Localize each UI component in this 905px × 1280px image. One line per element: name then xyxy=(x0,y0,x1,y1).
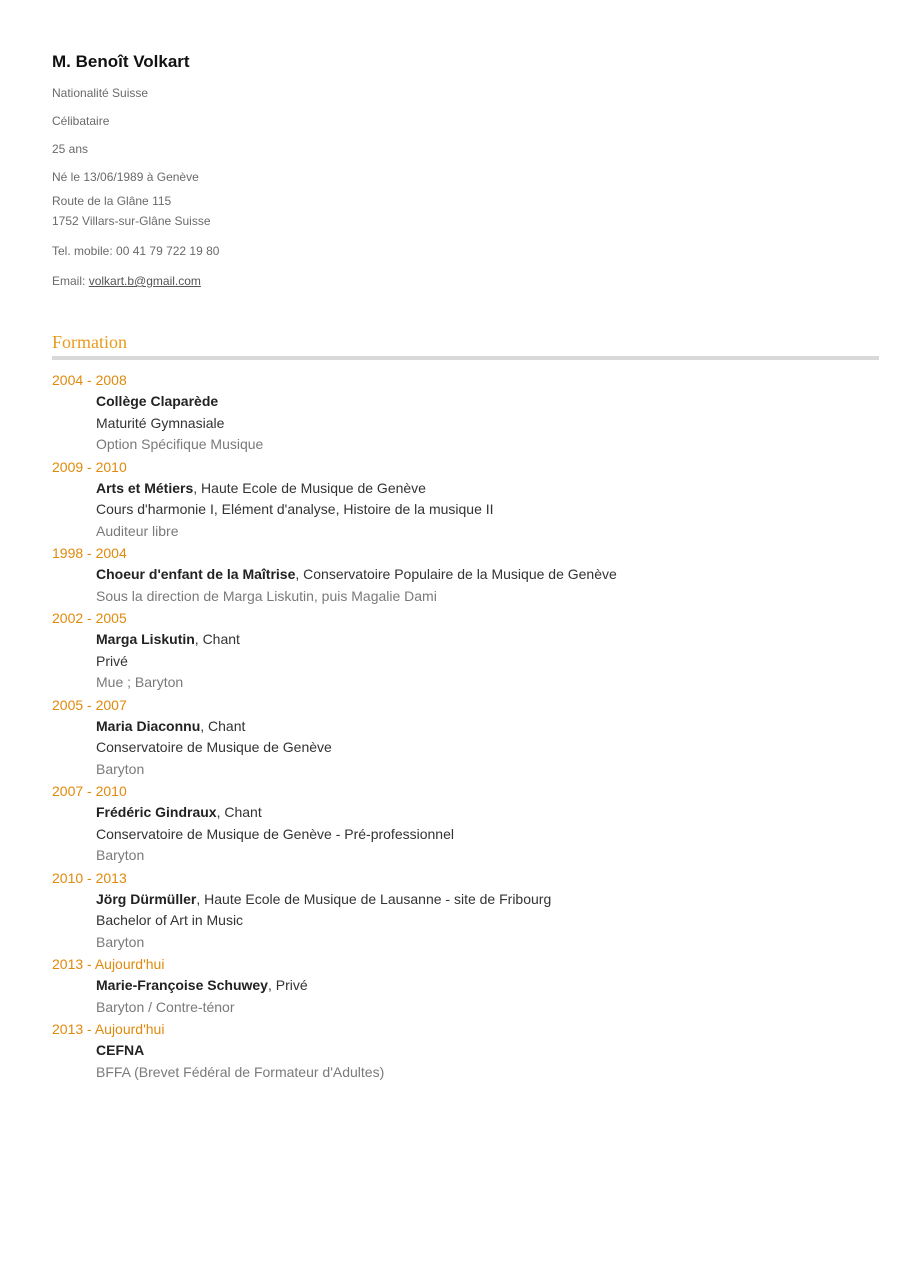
entry-detail: Conservatoire de Musique de Genève xyxy=(96,739,332,755)
entry-date: 2002 - 2005 xyxy=(52,610,127,626)
entry-institution xyxy=(96,391,882,413)
formation-entry xyxy=(52,607,882,694)
entry-institution xyxy=(96,716,882,738)
entry-institution-detail: , Chant xyxy=(216,804,262,820)
entry-note: Baryton xyxy=(96,933,145,950)
entry-detail: Conservatoire de Musique de Genève - Pré-professionnel xyxy=(96,825,454,842)
age: 25 ans xyxy=(52,142,89,156)
entry-date: 2013 - Aujourd'hui xyxy=(52,1021,165,1037)
address-line-1: Route de la Glâne 115 xyxy=(52,194,172,208)
entry-institution xyxy=(96,564,882,586)
nationality: Nationalité Suisse xyxy=(52,86,149,100)
formation-entry xyxy=(52,1018,882,1083)
entry-institution-name: Maria Diaconnu xyxy=(96,717,201,734)
entry-institution-name: Collège Claparède xyxy=(96,393,219,409)
entry-date: 2007 - 2010 xyxy=(52,783,127,799)
entry-note: Mue ; Baryton xyxy=(96,674,184,690)
formation-entry xyxy=(52,456,882,543)
section-divider xyxy=(52,356,879,360)
entry-institution xyxy=(96,802,882,824)
address-line-2: 1752 Villars-sur-Glâne Suisse xyxy=(52,214,211,228)
entry-note: Baryton xyxy=(96,847,145,863)
entry-institution xyxy=(96,478,882,500)
entry-note: Sous la direction de Marga Liskutin, puis Magalie Dami xyxy=(96,587,437,604)
formation-entry xyxy=(52,369,882,456)
entry-institution-name: Choeur d'enfant de la Maîtrise xyxy=(96,566,296,582)
entry-note: BFFA (Brevet Fédéral de Formateur d'Adultes) xyxy=(96,1063,385,1080)
marital-status: Célibataire xyxy=(52,114,110,128)
entry-institution-name: Jörg Dürmüller xyxy=(96,890,197,907)
entry-institution-name: Frédéric Gindraux xyxy=(96,804,217,820)
birth-info: Né le 13/06/1989 à Genève xyxy=(52,170,199,184)
entry-institution xyxy=(96,975,882,997)
entry-institution xyxy=(96,1040,882,1062)
entry-institution-name: Arts et Métiers xyxy=(96,479,194,496)
entry-institution-name: CEFNA xyxy=(96,1042,145,1058)
email-label: Email: xyxy=(52,274,89,288)
entry-date: 2005 - 2007 xyxy=(52,696,127,713)
entry-institution-detail: , Haute Ecole de Musique de Genève xyxy=(193,479,426,496)
entry-note: Baryton / Contre-ténor xyxy=(96,998,235,1015)
entry-detail: Privé xyxy=(96,652,128,669)
entry-institution xyxy=(96,889,882,911)
entry-note: Option Spécifique Musique xyxy=(96,436,264,452)
email-link[interactable]: volkart.b@gmail.com xyxy=(88,274,201,288)
entry-detail: Cours d'harmonie I, Elément d'analyse, Histoire de la musique II xyxy=(96,501,494,517)
entry-institution-detail: , Privé xyxy=(267,977,308,993)
entry-date: 2013 - Aujourd'hui xyxy=(52,956,165,972)
entry-date: 2010 - 2013 xyxy=(52,869,127,886)
formation-entry xyxy=(52,953,882,1018)
entry-institution-detail: , Haute Ecole de Musique de Lausanne - site de Fribourg xyxy=(196,890,552,907)
entry-institution-name: Marie-Françoise Schuwey xyxy=(96,977,268,993)
phone: Tel. mobile: 00 41 79 722 19 80 xyxy=(52,244,220,258)
entry-institution-detail: , Conservatoire Populaire de la Musique de Genève xyxy=(295,566,617,582)
entry-institution xyxy=(96,629,882,651)
entry-note: Baryton xyxy=(96,760,145,777)
entry-date: 2009 - 2010 xyxy=(52,458,127,475)
entry-institution-detail: , Chant xyxy=(200,717,246,734)
entry-institution-name: Marga Liskutin xyxy=(96,631,195,647)
section-title-formation: Formation xyxy=(52,332,127,352)
entry-detail: Bachelor of Art in Music xyxy=(96,912,244,928)
entry-date: 1998 - 2004 xyxy=(52,545,127,561)
entry-note: Auditeur libre xyxy=(96,522,179,539)
entry-institution-detail: , Chant xyxy=(194,631,240,647)
address xyxy=(52,191,211,231)
formation-list xyxy=(52,369,882,1083)
entry-detail: Maturité Gymnasiale xyxy=(96,414,225,431)
formation-entry xyxy=(52,542,882,607)
formation-entry xyxy=(52,867,882,954)
formation-entry xyxy=(52,694,882,781)
entry-date: 2004 - 2008 xyxy=(52,372,127,388)
candidate-name: M. Benoît Volkart xyxy=(52,52,190,71)
email-row xyxy=(52,271,201,291)
formation-entry xyxy=(52,780,882,867)
